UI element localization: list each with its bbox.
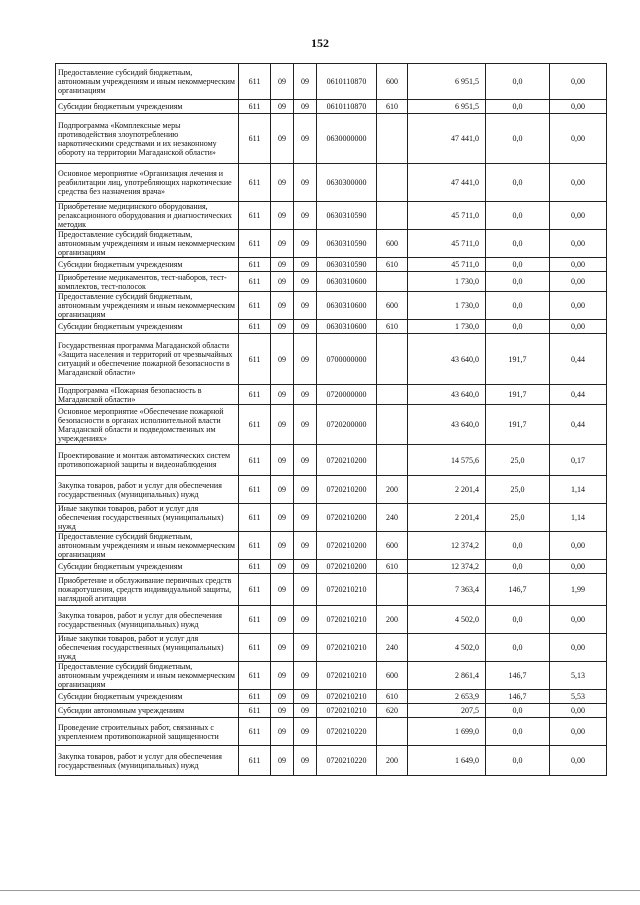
cell-section: 09 [271,746,294,776]
table-row [56,718,607,746]
cell-target-article: 0630310600 [317,292,377,320]
cell-expense-type [377,164,408,202]
cell-amount: 45 711,0 [408,202,486,230]
table-row [56,504,607,532]
cell-ministry: 611 [239,114,271,164]
cell-target-article: 0700000000 [317,334,377,385]
cell-executed: 25,0 [486,476,550,504]
cell-expense-type [377,718,408,746]
cell-target-article: 0720210200 [317,445,377,476]
cell-percent: 0,00 [550,320,607,334]
cell-subsection: 09 [294,662,317,690]
cell-section: 09 [271,445,294,476]
cell-percent: 0,00 [550,164,607,202]
table-row [56,320,607,334]
cell-amount: 7 363,4 [408,574,486,606]
cell-executed: 0,0 [486,606,550,634]
table-row [56,258,607,272]
cell-executed: 25,0 [486,504,550,532]
cell-section: 09 [271,100,294,114]
table-row [56,202,607,230]
table-row [56,164,607,202]
cell-executed: 0,0 [486,230,550,258]
cell-percent: 0,00 [550,100,607,114]
cell-amount: 12 374,2 [408,560,486,574]
cell-expense-type [377,114,408,164]
table-row [56,662,607,690]
cell-name: Субсидии бюджетным учреждениям [56,560,239,574]
page-number: 152 [311,36,329,50]
cell-section: 09 [271,164,294,202]
cell-section: 09 [271,532,294,560]
cell-amount: 4 502,0 [408,634,486,662]
cell-subsection: 09 [294,230,317,258]
cell-expense-type: 200 [377,476,408,504]
table-row [56,385,607,405]
cell-amount: 43 640,0 [408,334,486,385]
cell-amount: 43 640,0 [408,385,486,405]
cell-percent: 0,00 [550,202,607,230]
cell-ministry: 611 [239,476,271,504]
cell-name: Государственная программа Магаданской области «Защита населения и территорий от чрезвычайных ситуаций и обеспечение пожарной безопасности в Магаданской области» [56,334,239,385]
cell-amount: 45 711,0 [408,258,486,272]
cell-expense-type: 200 [377,746,408,776]
cell-amount: 2 653,9 [408,690,486,704]
cell-expense-type [377,202,408,230]
cell-target-article: 0630000000 [317,114,377,164]
cell-target-article: 0720210220 [317,718,377,746]
table-row [56,292,607,320]
cell-target-article: 0630310600 [317,272,377,292]
cell-subsection: 09 [294,718,317,746]
cell-ministry: 611 [239,292,271,320]
cell-name: Субсидии автономным учреждениям [56,704,239,718]
cell-ministry: 611 [239,532,271,560]
cell-section: 09 [271,334,294,385]
cell-percent: 0,00 [550,532,607,560]
cell-amount: 6 951,5 [408,64,486,100]
cell-section: 09 [271,634,294,662]
cell-target-article: 0720210210 [317,704,377,718]
cell-expense-type [377,574,408,606]
cell-section: 09 [271,320,294,334]
cell-expense-type [377,405,408,445]
cell-executed: 0,0 [486,704,550,718]
cell-ministry: 611 [239,164,271,202]
cell-name: Субсидии бюджетным учреждениям [56,258,239,272]
cell-executed: 0,0 [486,272,550,292]
cell-executed: 0,0 [486,202,550,230]
cell-section: 09 [271,704,294,718]
cell-name: Субсидии бюджетным учреждениям [56,690,239,704]
cell-expense-type: 600 [377,292,408,320]
footer-divider [0,890,640,891]
table-row [56,606,607,634]
cell-subsection: 09 [294,272,317,292]
cell-target-article: 0720200000 [317,405,377,445]
table-row [56,230,607,258]
cell-section: 09 [271,230,294,258]
cell-ministry: 611 [239,445,271,476]
table-row [56,114,607,164]
cell-subsection: 09 [294,64,317,100]
cell-expense-type [377,272,408,292]
cell-expense-type [377,385,408,405]
cell-name: Предоставление субсидий бюджетным, автономным учреждениям и иным некоммерческим организациям [56,292,239,320]
cell-percent: 0,00 [550,114,607,164]
cell-ministry: 611 [239,100,271,114]
cell-percent: 0,00 [550,606,607,634]
cell-expense-type: 600 [377,64,408,100]
cell-target-article: 0630310590 [317,202,377,230]
cell-ministry: 611 [239,334,271,385]
cell-executed: 0,0 [486,114,550,164]
cell-amount: 6 951,5 [408,100,486,114]
cell-section: 09 [271,292,294,320]
cell-executed: 0,0 [486,560,550,574]
cell-executed: 25,0 [486,445,550,476]
cell-section: 09 [271,606,294,634]
cell-percent: 5,13 [550,662,607,690]
cell-amount: 12 374,2 [408,532,486,560]
cell-name: Закупка товаров, работ и услуг для обеспечения государственных (муниципальных) нужд [56,746,239,776]
cell-name: Иные закупки товаров, работ и услуг для обеспечения государственных (муниципальных) нужд [56,504,239,532]
cell-amount: 43 640,0 [408,405,486,445]
cell-target-article: 0720210200 [317,532,377,560]
cell-ministry: 611 [239,504,271,532]
cell-section: 09 [271,385,294,405]
cell-name: Иные закупки товаров, работ и услуг для обеспечения государственных (муниципальных) нужд [56,634,239,662]
cell-target-article: 0720000000 [317,385,377,405]
cell-expense-type: 610 [377,258,408,272]
cell-section: 09 [271,560,294,574]
cell-subsection: 09 [294,606,317,634]
cell-name: Подпрограмма «Комплексные меры противодействия злоупотреблению наркотическими средствами и их незаконному обороту на территории Магаданской области» [56,114,239,164]
cell-subsection: 09 [294,504,317,532]
cell-section: 09 [271,64,294,100]
cell-name: Приобретение и обслуживание первичных средств пожаротушения, средств индивидуальной защиты, наглядной агитации [56,574,239,606]
cell-amount: 1 730,0 [408,320,486,334]
cell-percent: 0,00 [550,64,607,100]
cell-percent: 0,00 [550,634,607,662]
cell-section: 09 [271,405,294,445]
table-row [56,704,607,718]
table-row [56,574,607,606]
cell-amount: 47 441,0 [408,114,486,164]
cell-percent: 0,00 [550,704,607,718]
cell-section: 09 [271,202,294,230]
cell-expense-type: 610 [377,560,408,574]
cell-target-article: 0720210210 [317,574,377,606]
cell-subsection: 09 [294,746,317,776]
cell-expense-type: 240 [377,504,408,532]
cell-percent: 0,44 [550,334,607,385]
table-row [56,445,607,476]
cell-name: Закупка товаров, работ и услуг для обеспечения государственных (муниципальных) нужд [56,606,239,634]
cell-ministry: 611 [239,272,271,292]
cell-name: Субсидии бюджетным учреждениям [56,100,239,114]
cell-executed: 0,0 [486,718,550,746]
cell-target-article: 0630310600 [317,320,377,334]
cell-executed: 191,7 [486,334,550,385]
cell-percent: 1,14 [550,476,607,504]
cell-target-article: 0630310590 [317,258,377,272]
cell-executed: 191,7 [486,405,550,445]
cell-amount: 47 441,0 [408,164,486,202]
cell-ministry: 611 [239,662,271,690]
cell-subsection: 09 [294,334,317,385]
cell-ministry: 611 [239,746,271,776]
cell-percent: 0,00 [550,292,607,320]
cell-ministry: 611 [239,64,271,100]
table-row [56,746,607,776]
cell-percent: 0,44 [550,405,607,445]
cell-ministry: 611 [239,634,271,662]
cell-name: Предоставление субсидий бюджетным, автономным учреждениям и иным некоммерческим организациям [56,662,239,690]
cell-amount: 2 201,4 [408,504,486,532]
cell-expense-type: 240 [377,634,408,662]
cell-expense-type: 600 [377,230,408,258]
cell-percent: 0,00 [550,718,607,746]
cell-executed: 0,0 [486,532,550,560]
cell-ministry: 611 [239,606,271,634]
cell-expense-type: 610 [377,690,408,704]
cell-name: Предоставление субсидий бюджетным, автономным учреждениям и иным некоммерческим организациям [56,532,239,560]
cell-name: Основное мероприятие «Организация лечения и реабилитации лиц, употребляющих наркотические средства без назначения врача» [56,164,239,202]
cell-name: Приобретение медикаментов, тест-наборов, тест-комплектов, тест-полосок [56,272,239,292]
cell-ministry: 611 [239,230,271,258]
cell-section: 09 [271,504,294,532]
cell-section: 09 [271,574,294,606]
cell-ministry: 611 [239,690,271,704]
cell-subsection: 09 [294,574,317,606]
cell-amount: 4 502,0 [408,606,486,634]
cell-section: 09 [271,718,294,746]
cell-percent: 0,00 [550,560,607,574]
cell-expense-type: 200 [377,606,408,634]
cell-executed: 0,0 [486,164,550,202]
cell-section: 09 [271,690,294,704]
cell-target-article: 0610110870 [317,64,377,100]
cell-section: 09 [271,272,294,292]
cell-subsection: 09 [294,476,317,504]
cell-section: 09 [271,476,294,504]
cell-target-article: 0630310590 [317,230,377,258]
cell-target-article: 0720210200 [317,476,377,504]
cell-target-article: 0720210200 [317,560,377,574]
cell-amount: 2 861,4 [408,662,486,690]
cell-name: Предоставление субсидий бюджетным, автономным учреждениям и иным некоммерческим организациям [56,230,239,258]
cell-subsection: 09 [294,634,317,662]
cell-percent: 0,00 [550,746,607,776]
cell-name: Подпрограмма «Пожарная безопасность в Магаданской области» [56,385,239,405]
cell-subsection: 09 [294,320,317,334]
cell-section: 09 [271,114,294,164]
cell-executed: 146,7 [486,662,550,690]
table-row [56,334,607,385]
cell-executed: 0,0 [486,746,550,776]
cell-target-article: 0720210210 [317,690,377,704]
cell-percent: 0,44 [550,385,607,405]
cell-percent: 1,14 [550,504,607,532]
budget-table [55,63,607,776]
cell-ministry: 611 [239,560,271,574]
cell-target-article: 0720210220 [317,746,377,776]
cell-subsection: 09 [294,114,317,164]
cell-target-article: 0720210210 [317,634,377,662]
table-row [56,405,607,445]
cell-amount: 207,5 [408,704,486,718]
cell-percent: 0,00 [550,272,607,292]
cell-name: Основное мероприятие «Обеспечение пожарной безопасности в органах исполнительной власти Магаданской области и подведомственных им учреждениях» [56,405,239,445]
cell-ministry: 611 [239,718,271,746]
table-body [56,64,607,776]
cell-target-article: 0630300000 [317,164,377,202]
cell-amount: 2 201,4 [408,476,486,504]
table-row [56,560,607,574]
cell-amount: 14 575,6 [408,445,486,476]
cell-percent: 1,99 [550,574,607,606]
cell-ministry: 611 [239,405,271,445]
cell-expense-type: 600 [377,532,408,560]
cell-target-article: 0720210200 [317,504,377,532]
cell-subsection: 09 [294,100,317,114]
cell-executed: 0,0 [486,320,550,334]
cell-subsection: 09 [294,164,317,202]
cell-name: Приобретение медицинского оборудования, релаксационного оборудования и диагностических методик [56,202,239,230]
table-row [56,532,607,560]
cell-subsection: 09 [294,202,317,230]
cell-subsection: 09 [294,258,317,272]
table-row [56,64,607,100]
cell-expense-type: 600 [377,662,408,690]
cell-name: Субсидии бюджетным учреждениям [56,320,239,334]
cell-amount: 1 699,0 [408,718,486,746]
cell-percent: 0,00 [550,230,607,258]
cell-expense-type: 610 [377,100,408,114]
cell-target-article: 0720210210 [317,662,377,690]
cell-name: Закупка товаров, работ и услуг для обеспечения государственных (муниципальных) нужд [56,476,239,504]
table-row [56,272,607,292]
cell-executed: 0,0 [486,258,550,272]
cell-percent: 0,00 [550,258,607,272]
cell-percent: 5,53 [550,690,607,704]
cell-ministry: 611 [239,258,271,272]
cell-percent: 0,17 [550,445,607,476]
cell-name: Предоставление субсидий бюджетным, автономным учреждениям и иным некоммерческим организациям [56,64,239,100]
cell-amount: 1 649,0 [408,746,486,776]
cell-subsection: 09 [294,405,317,445]
cell-executed: 146,7 [486,690,550,704]
cell-name: Проектирование и монтаж автоматических систем противопожарной защиты и видеонаблюдения [56,445,239,476]
cell-ministry: 611 [239,704,271,718]
cell-executed: 0,0 [486,292,550,320]
cell-executed: 0,0 [486,634,550,662]
cell-ministry: 611 [239,385,271,405]
cell-executed: 191,7 [486,385,550,405]
cell-subsection: 09 [294,690,317,704]
cell-subsection: 09 [294,560,317,574]
cell-executed: 0,0 [486,100,550,114]
table-row [56,690,607,704]
cell-section: 09 [271,662,294,690]
cell-amount: 1 730,0 [408,272,486,292]
cell-ministry: 611 [239,320,271,334]
cell-expense-type: 620 [377,704,408,718]
cell-target-article: 0610110870 [317,100,377,114]
cell-executed: 0,0 [486,64,550,100]
table-row [56,476,607,504]
cell-amount: 1 730,0 [408,292,486,320]
cell-subsection: 09 [294,704,317,718]
cell-expense-type: 610 [377,320,408,334]
cell-ministry: 611 [239,202,271,230]
table-row [56,634,607,662]
table-row [56,100,607,114]
cell-subsection: 09 [294,292,317,320]
cell-ministry: 611 [239,574,271,606]
cell-amount: 45 711,0 [408,230,486,258]
cell-expense-type [377,445,408,476]
cell-subsection: 09 [294,532,317,560]
cell-name: Проведение строительных работ, связанных с укреплением противопожарной защищенности [56,718,239,746]
cell-expense-type [377,334,408,385]
cell-subsection: 09 [294,445,317,476]
cell-target-article: 0720210210 [317,606,377,634]
cell-subsection: 09 [294,385,317,405]
cell-section: 09 [271,258,294,272]
cell-executed: 146,7 [486,574,550,606]
